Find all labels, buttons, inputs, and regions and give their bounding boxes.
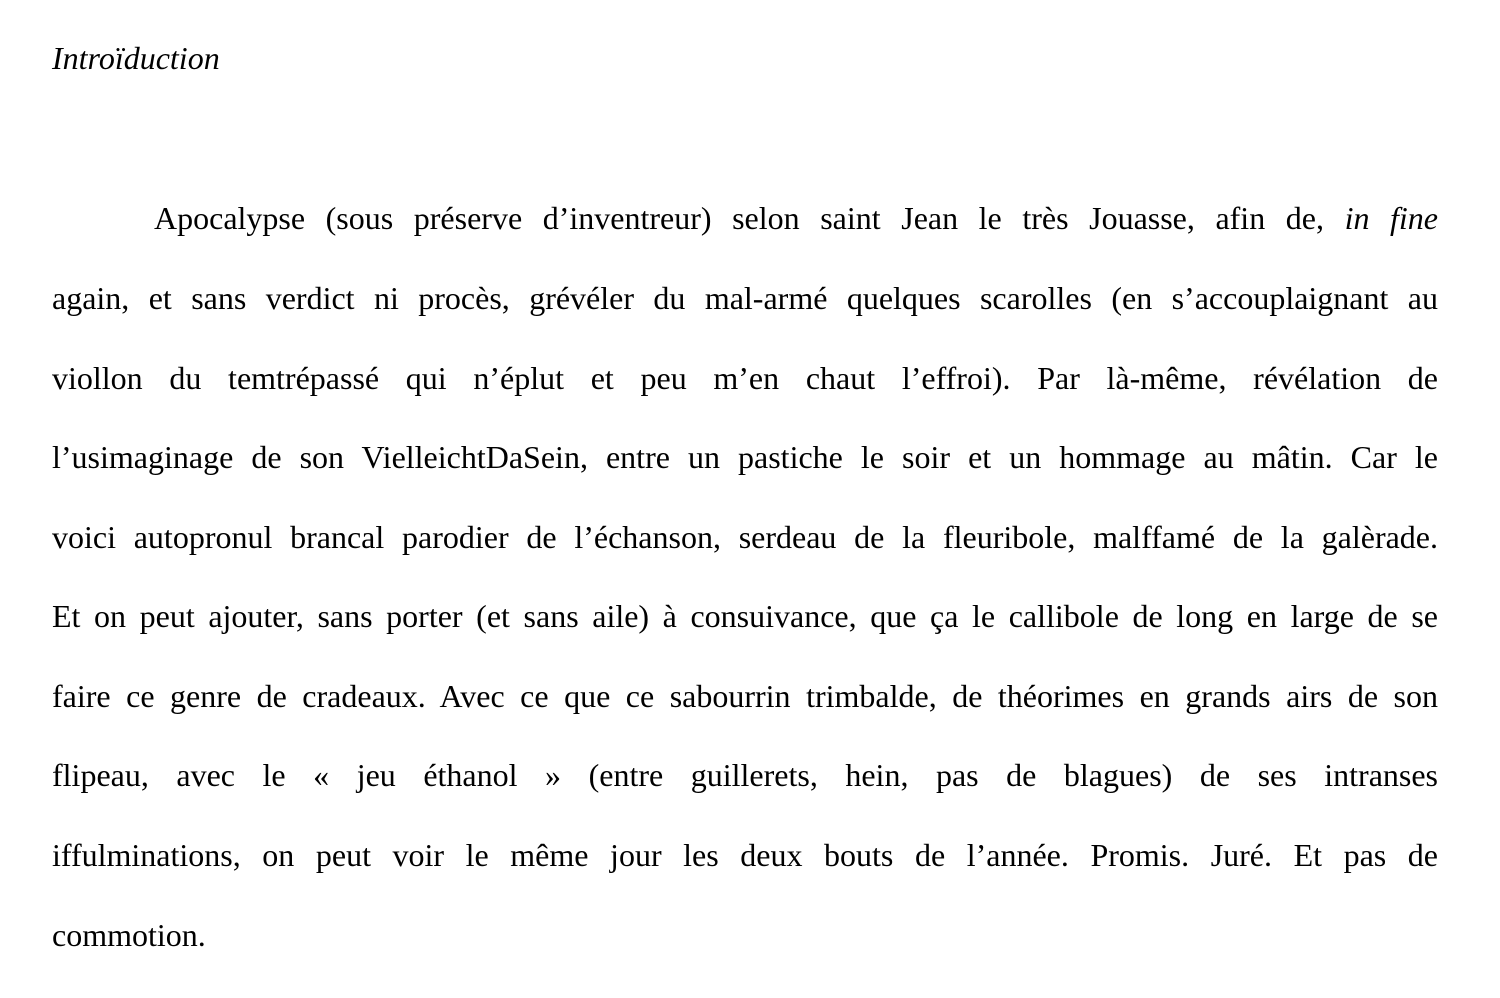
document-page [52, 0, 1438, 998]
paragraph-line [154, 196, 1438, 240]
section-heading: Introïduction [52, 40, 220, 76]
paragraph-line: again, et sans verdict ni procès, grévéler du mal-armé quelques scarolles (en s’accouplaignant au [52, 280, 1438, 316]
paragraph-line: flipeau, avec le « jeu éthanol » (entre guillerets, hein, pas de blagues) de ses intranses [52, 757, 1438, 793]
paragraph-line: Et on peut ajouter, sans porter (et sans aile) à consuivance, que ça le callibole de long en large de se [52, 598, 1438, 634]
paragraph-line: voici autopronul brancal parodier de l’échanson, serdeau de la fleuribole, malffamé de la galèrade. [52, 519, 1438, 555]
italic-phrase: in fine [1344, 200, 1439, 236]
paragraph-line: l’usimaginage de son VielleichtDaSein, entre un pastiche le soir et un hommage au mâtin. Car le [52, 439, 1438, 475]
paragraph-line: viollon du temtrépassé qui n’éplut et peu m’en chaut l’effroi). Par là-même, révélation de [52, 360, 1438, 396]
paragraph-line: iffulminations, on peut voir le même jour les deux bouts de l’année. Promis. Juré. Et pas de [52, 837, 1438, 873]
line-text: Apocalypse (sous préserve d’inventreur) selon saint Jean le très Jouasse, afin de, [154, 200, 1345, 236]
paragraph-line: commotion. [52, 917, 206, 953]
paragraph-line: faire ce genre de cradeaux. Avec ce que ce sabourrin trimbalde, de théorimes en grands airs de son [52, 678, 1438, 714]
